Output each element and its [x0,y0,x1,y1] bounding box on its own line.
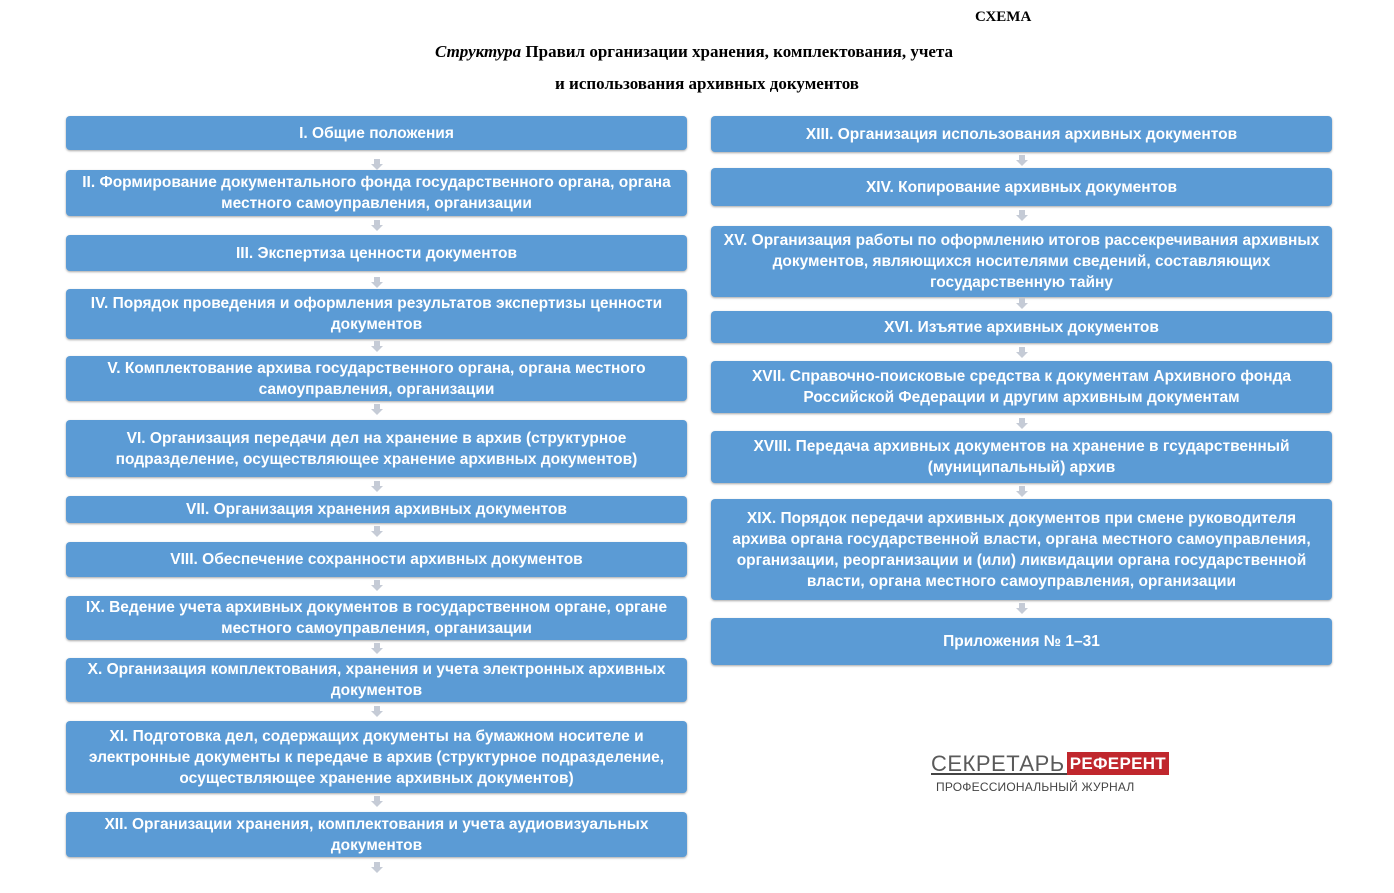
right-step-7-box: XIX. Порядок передачи архивных документов при смене руководителя архива органа государственной власти, органа местного самоуправления, организации, реорганизации и (или) ликвидации органа государственной власти, органа местного самоуправления, организации [711,499,1332,600]
logo-subtitle: ПРОФЕССИОНАЛЬНЫЙ ЖУРНАЛ [936,780,1135,794]
right-arrow-down-icon [1016,210,1028,222]
left-arrow-down-icon [371,643,383,655]
left-step-6-box: VI. Организация передачи дел на хранение в архив (структурное подразделение, осуществляющее хранение архивных документов) [66,420,687,477]
diagram-title [435,42,953,62]
left-step-11-box: XI. Подготовка дел, содержащих документы на бумажном носителе и электронные документы к передаче в архив (структурное подразделение, осуществляющее хранение архивных документов) [66,721,687,793]
left-step-8-box: VIII. Обеспечение сохранности архивных документов [66,542,687,577]
left-step-12-box: XII. Организации хранения, комплектования и учета аудиовизуальных документов [66,812,687,857]
right-arrow-down-icon [1016,155,1028,167]
left-arrow-down-icon [371,404,383,416]
right-arrow-down-icon [1016,418,1028,430]
right-step-5-box: XVII. Справочно-поисковые средства к документам Архивного фонда Российской Федерации и другим архивным документам [711,361,1332,413]
left-arrow-down-icon [371,706,383,718]
logo-part-2: РЕФЕРЕНТ [1067,752,1169,775]
schema-label: СХЕМА [975,9,1032,25]
left-arrow-down-icon [371,341,383,353]
left-step-5-box: V. Комплектование архива государственного органа, органа местного самоуправления, организации [66,356,687,401]
left-arrow-down-icon [371,481,383,493]
title-italic: Структура [435,42,522,61]
left-step-1-box: I. Общие положения [66,116,687,150]
left-step-3-box: III. Экспертиза ценности документов [66,235,687,271]
left-arrow-down-icon [371,580,383,592]
right-step-4-box: XVI. Изъятие архивных документов [711,311,1332,343]
right-arrow-down-icon [1016,347,1028,359]
left-step-9-box: IX. Ведение учета архивных документов в государственном органе, органе местного самоуправления, организации [66,596,687,640]
right-step-1-box: XIII. Организация использования архивных документов [711,116,1332,152]
left-arrow-down-icon [371,796,383,808]
left-arrow-down-icon [371,220,383,232]
left-arrow-down-icon [371,526,383,538]
left-arrow-down-icon [371,277,383,289]
left-arrow-down-icon [371,862,383,874]
right-step-3-box: XV. Организация работы по оформлению итогов рассекречивания архивных документов, являющихся носителями сведений, составляющих государственную тайну [711,226,1332,297]
left-arrow-down-icon [371,159,383,171]
publisher-logo [931,752,1169,794]
left-step-7-box: VII. Организация хранения архивных документов [66,496,687,523]
right-step-2-box: XIV. Копирование архивных документов [711,168,1332,206]
logo-part-1: СЕКРЕТАРЬ [931,751,1065,776]
left-step-10-box: X. Организация комплектования, хранения и учета электронных архивных документов [66,658,687,702]
right-arrow-down-icon [1016,603,1028,615]
right-step-6-box: XVIII. Передача архивных документов на хранение в гсударственный (муниципальный) архив [711,431,1332,483]
left-step-2-box: II. Формирование документального фонда государственного органа, органа местного самоуправления, организации [66,170,687,216]
title-rest: Правил организации хранения, комплектования, учета [525,42,954,61]
left-step-4-box: IV. Порядок проведения и оформления результатов экспертизы ценности документов [66,289,687,339]
right-step-8-box: Приложения № 1–31 [711,618,1332,665]
diagram-title-line2: и использования архивных документов [555,74,859,93]
right-arrow-down-icon [1016,486,1028,498]
right-arrow-down-icon [1016,298,1028,310]
